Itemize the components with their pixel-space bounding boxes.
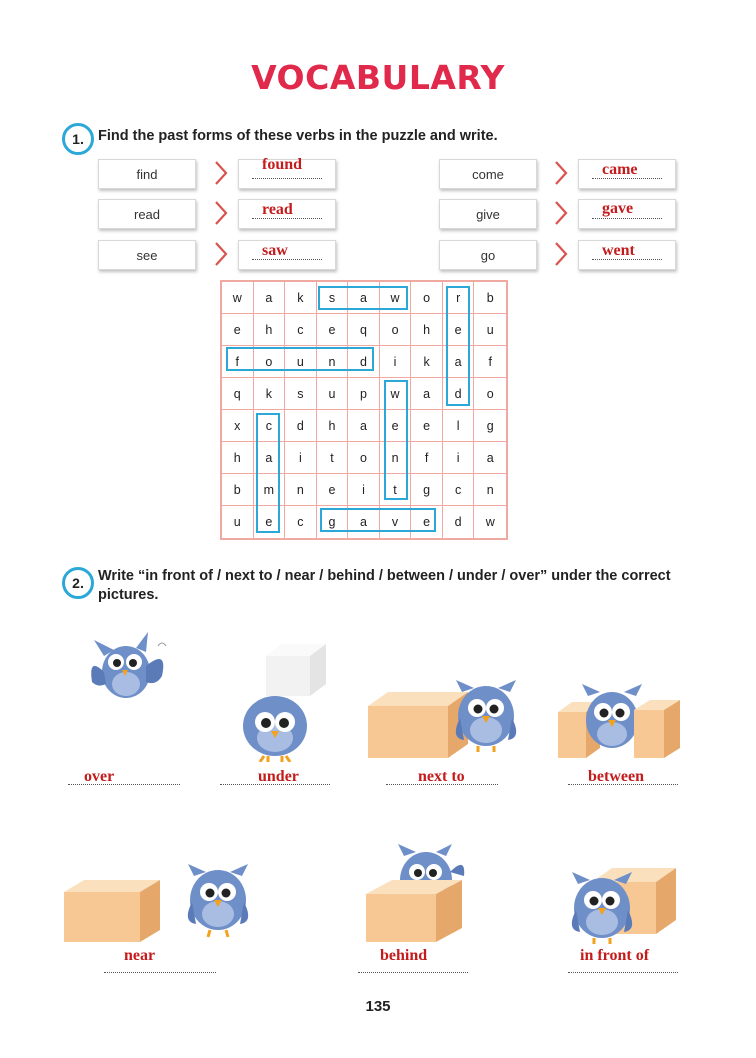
- puzzle-cell: h: [222, 442, 254, 474]
- puzzle-cell: e: [254, 506, 286, 538]
- chevron-right-icon: [552, 200, 570, 226]
- owl-illustration: [566, 870, 638, 944]
- puzzle-cell: c: [443, 474, 475, 506]
- puzzle-cell: u: [317, 378, 349, 410]
- puzzle-cell: f: [411, 442, 443, 474]
- puzzle-cell: b: [474, 282, 506, 314]
- verb-box: go: [439, 240, 537, 270]
- puzzle-cell: l: [443, 410, 475, 442]
- answer-line: [592, 218, 662, 219]
- puzzle-cell: u: [474, 314, 506, 346]
- chevron-right-icon: [552, 241, 570, 267]
- puzzle-cell: o: [380, 314, 412, 346]
- page-title: VOCABULARY: [251, 58, 505, 97]
- puzzle-cell: d: [443, 378, 475, 410]
- puzzle-cell: u: [285, 346, 317, 378]
- puzzle-cell: w: [380, 282, 412, 314]
- puzzle-cell: k: [254, 378, 286, 410]
- chevron-right-icon: [212, 200, 230, 226]
- found-word-highlight: [256, 413, 280, 533]
- position-answer: next to: [418, 768, 465, 785]
- found-word-highlight: [384, 380, 408, 500]
- chevron-right-icon: [212, 160, 230, 186]
- puzzle-cell: g: [317, 506, 349, 538]
- found-word-highlight: [226, 347, 374, 371]
- verb-box: come: [439, 159, 537, 189]
- owl-flying-illustration: [86, 626, 172, 706]
- puzzle-cell: v: [380, 506, 412, 538]
- answer-text: came: [602, 161, 638, 178]
- owl-illustration: [238, 686, 312, 762]
- puzzle-cell: e: [443, 314, 475, 346]
- puzzle-cell: o: [474, 378, 506, 410]
- answer-line: [568, 972, 678, 973]
- puzzle-cell: r: [443, 282, 475, 314]
- answer-line: [104, 972, 216, 973]
- puzzle-cell: e: [411, 410, 443, 442]
- puzzle-cell: c: [285, 314, 317, 346]
- puzzle-cell: n: [380, 442, 412, 474]
- puzzle-cell: h: [411, 314, 443, 346]
- box-illustration: [632, 696, 682, 760]
- box-illustration: [364, 878, 464, 944]
- position-answer: near: [124, 947, 156, 964]
- owl-illustration: [450, 678, 522, 752]
- answer-text: saw: [262, 242, 288, 259]
- puzzle-cell: e: [222, 314, 254, 346]
- puzzle-cell: d: [348, 346, 380, 378]
- puzzle-cell: o: [254, 346, 286, 378]
- puzzle-cell: t: [317, 442, 349, 474]
- page-number: 135: [365, 998, 391, 1015]
- puzzle-cell: g: [474, 410, 506, 442]
- puzzle-cell: e: [317, 314, 349, 346]
- puzzle-cell: a: [411, 378, 443, 410]
- answer-text: found: [262, 156, 303, 173]
- found-word-highlight: [320, 508, 436, 532]
- puzzle-cell: i: [443, 442, 475, 474]
- position-answer: between: [588, 768, 644, 785]
- puzzle-cell: q: [222, 378, 254, 410]
- puzzle-cell: k: [285, 282, 317, 314]
- position-answer: over: [84, 768, 115, 785]
- puzzle-cell: h: [254, 314, 286, 346]
- answer-line: [358, 972, 468, 973]
- puzzle-cell: k: [411, 346, 443, 378]
- puzzle-cell: u: [222, 506, 254, 538]
- puzzle-cell: w: [222, 282, 254, 314]
- puzzle-cell: p: [348, 378, 380, 410]
- puzzle-cell: m: [254, 474, 286, 506]
- puzzle-cell: a: [474, 442, 506, 474]
- puzzle-cell: a: [348, 506, 380, 538]
- verb-box: see: [98, 240, 196, 270]
- found-word-highlight: [446, 286, 470, 406]
- box-illustration: [62, 876, 162, 944]
- puzzle-cell: s: [285, 378, 317, 410]
- verb-box: read: [98, 199, 196, 229]
- puzzle-cell: i: [380, 346, 412, 378]
- puzzle-cell: q: [348, 314, 380, 346]
- puzzle-cell: a: [348, 282, 380, 314]
- puzzle-cell: i: [285, 442, 317, 474]
- puzzle-cell: a: [348, 410, 380, 442]
- puzzle-cell: x: [222, 410, 254, 442]
- puzzle-cell: b: [222, 474, 254, 506]
- answer-text: read: [262, 201, 293, 218]
- puzzle-cell: e: [380, 410, 412, 442]
- exercise-2-number: 2.: [62, 567, 94, 599]
- puzzle-cell: o: [348, 442, 380, 474]
- puzzle-cell: o: [411, 282, 443, 314]
- verb-box: find: [98, 159, 196, 189]
- puzzle-cell: i: [348, 474, 380, 506]
- found-word-highlight: [318, 286, 408, 310]
- puzzle-cell: s: [317, 282, 349, 314]
- chevron-right-icon: [212, 241, 230, 267]
- puzzle-cell: c: [254, 410, 286, 442]
- puzzle-cell: t: [380, 474, 412, 506]
- answer-text: went: [602, 242, 635, 259]
- exercise-1-number: 1.: [62, 123, 94, 155]
- puzzle-cell: f: [474, 346, 506, 378]
- puzzle-cell: c: [285, 506, 317, 538]
- chevron-right-icon: [552, 160, 570, 186]
- puzzle-cell: e: [317, 474, 349, 506]
- exercise-2-instruction: Write “in front of / next to / near / behind / between / under / over” under the correct pictures.: [98, 568, 671, 603]
- puzzle-cell: a: [254, 442, 286, 474]
- position-answer: under: [258, 768, 299, 785]
- puzzle-cell: h: [317, 410, 349, 442]
- puzzle-cell: e: [411, 506, 443, 538]
- puzzle-cell: d: [285, 410, 317, 442]
- answer-line: [252, 178, 322, 179]
- verb-box: give: [439, 199, 537, 229]
- position-answer: behind: [380, 947, 428, 964]
- position-answer: in front of: [580, 947, 650, 964]
- exercise-1-instruction: Find the past forms of these verbs in the puzzle and write.: [98, 128, 498, 144]
- puzzle-cell: n: [474, 474, 506, 506]
- owl-illustration: [182, 862, 254, 938]
- puzzle-cell: f: [222, 346, 254, 378]
- puzzle-cell: d: [443, 506, 475, 538]
- puzzle-cell: w: [380, 378, 412, 410]
- puzzle-cell: a: [443, 346, 475, 378]
- answer-text: gave: [602, 200, 634, 217]
- puzzle-cell: g: [411, 474, 443, 506]
- puzzle-cell: n: [317, 346, 349, 378]
- puzzle-cell: n: [285, 474, 317, 506]
- puzzle-cell: w: [485, 515, 495, 529]
- puzzle-cell: a: [254, 282, 286, 314]
